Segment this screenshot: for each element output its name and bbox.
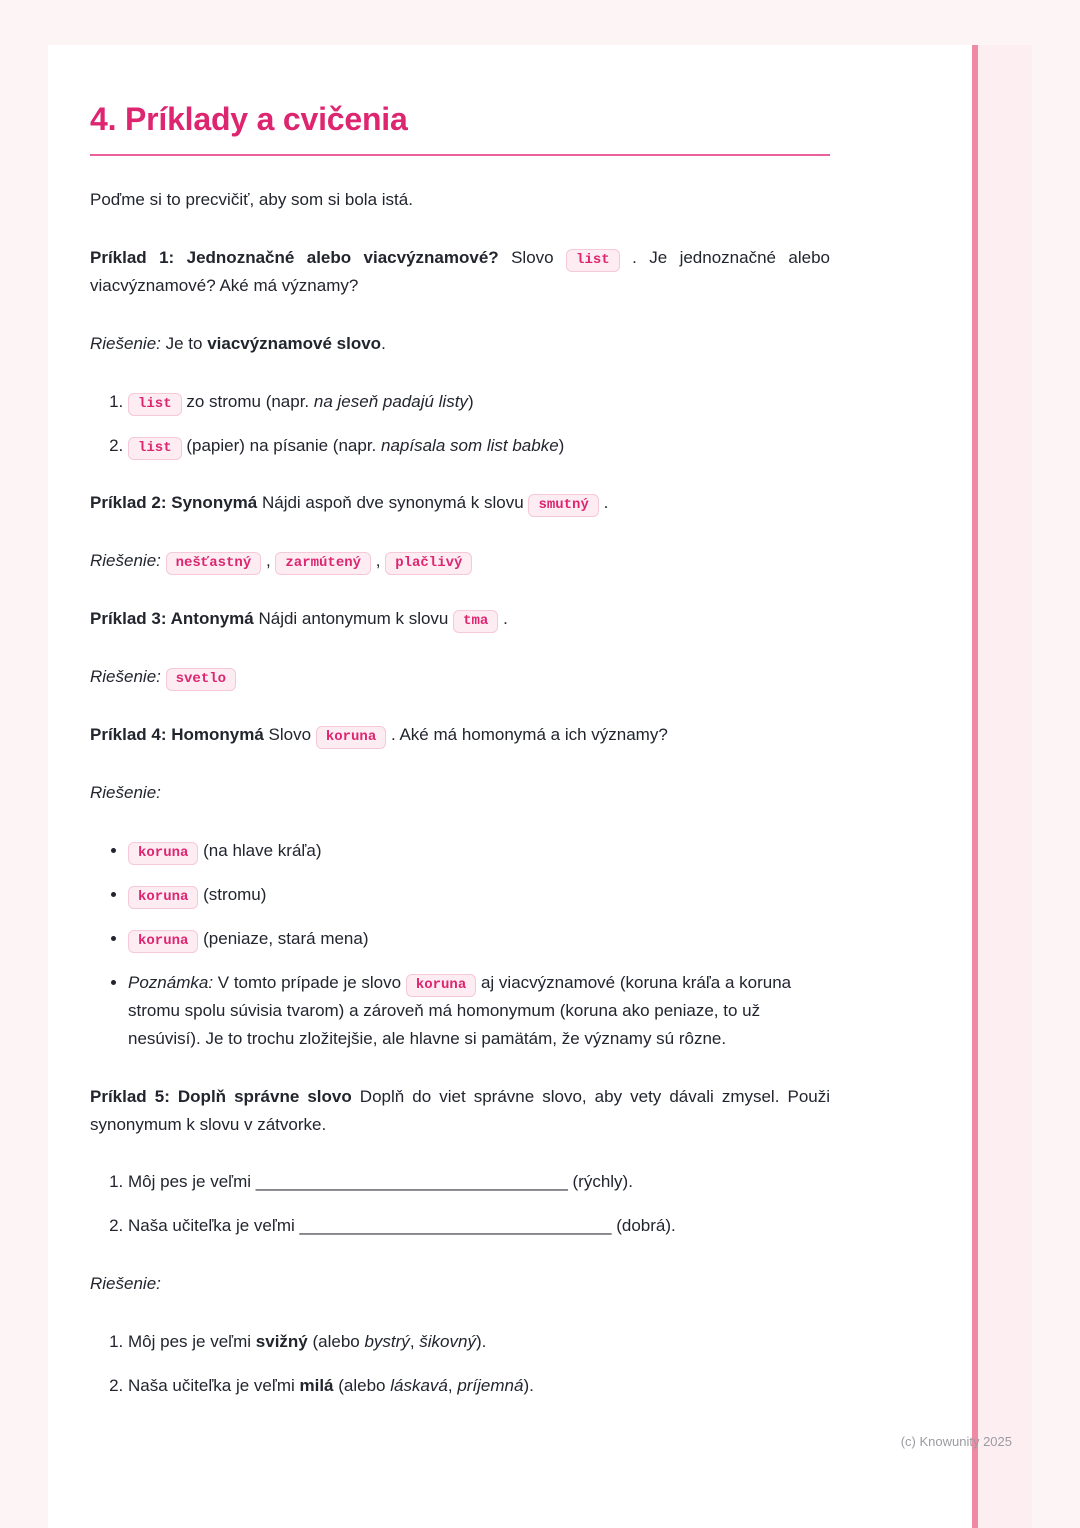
bold-text: Príklad 5: Doplň správne slovo — [90, 1086, 352, 1106]
text-run: (na hlave kráľa) — [198, 841, 322, 861]
code-chip: koruna — [128, 842, 198, 865]
paragraph — [90, 186, 830, 214]
list-item — [128, 432, 830, 460]
paragraph — [90, 330, 830, 358]
text-run: , — [371, 551, 386, 571]
paragraph — [90, 605, 830, 633]
text-run — [161, 551, 166, 570]
text-run: ). — [475, 1332, 487, 1352]
code-chip: koruna — [406, 974, 476, 997]
bold-text: Príklad 3: Antonymá — [90, 609, 254, 629]
list-item — [128, 388, 830, 416]
paragraph — [90, 663, 830, 691]
document-content — [48, 45, 830, 1400]
list-item — [128, 881, 830, 909]
ordered-list — [90, 1168, 830, 1240]
code-chip: nešťastný — [166, 552, 262, 575]
code-chip: plačlivý — [385, 552, 472, 575]
text-run: Poďme si to precvičiť, aby som si bola istá. — [90, 190, 413, 209]
text-run: . Aké má homonymá a ich významy? — [386, 725, 668, 745]
italic-text: napísala som list babke — [381, 435, 559, 455]
text-run: Slovo — [263, 725, 316, 745]
text-run: ) — [558, 435, 565, 455]
text-run: (peniaze, stará mena) — [198, 929, 369, 949]
code-chip: list — [128, 437, 182, 460]
code-chip: smutný — [528, 494, 598, 517]
italic-text: Riešenie: — [90, 333, 161, 353]
text-run: Naša učiteľka je veľmi — [128, 1375, 300, 1395]
code-chip: list — [128, 393, 182, 416]
code-chip: tma — [453, 610, 498, 633]
text-run: (alebo — [307, 1332, 365, 1352]
ordered-list — [90, 1328, 830, 1400]
code-chip: zarmútený — [275, 552, 371, 575]
code-chip: svetlo — [166, 668, 236, 691]
code-chip: koruna — [128, 886, 198, 909]
code-chip: koruna — [128, 930, 198, 953]
text-run: Doplň do viet správne slovo, aby vety dávali zmysel. Použi synonymum k slovu v zátvorke. — [90, 1086, 830, 1134]
list-item — [128, 837, 830, 865]
italic-text: bystrý — [364, 1332, 410, 1352]
paragraph — [90, 1270, 830, 1298]
paragraph — [90, 244, 830, 300]
italic-text: láskavá — [390, 1375, 448, 1395]
text-run: , — [409, 1332, 420, 1352]
text-run: Nájdi antonymum k slovu — [253, 609, 454, 629]
paragraph — [90, 779, 830, 807]
paragraph — [90, 489, 830, 517]
text-run: . Je jednoznačné alebo viacvýznamové? Aké má významy? — [90, 247, 830, 295]
title-divider — [90, 154, 830, 156]
list-item — [128, 925, 830, 953]
text-run: Je to — [160, 333, 208, 353]
bold-text: Príklad 4: Homonymá — [90, 725, 264, 745]
page-card — [48, 45, 1032, 1528]
paragraph — [90, 1083, 830, 1139]
page-title: 4. Príklady a cvičenia — [90, 101, 408, 137]
ordered-list — [90, 388, 830, 460]
bold-text: Príklad 1: Jednoznačné alebo viacvýznamové? — [90, 247, 499, 267]
text-run: ). — [523, 1375, 534, 1395]
list-item — [128, 1328, 830, 1356]
italic-text: šikovný — [419, 1332, 476, 1352]
italic-text: Riešenie: — [90, 551, 161, 571]
italic-text: na jeseň padajú listy — [313, 391, 468, 411]
text-run: Naša učiteľka je veľmi _________________________________ (dobrá). — [128, 1216, 676, 1236]
text-run: (alebo — [333, 1375, 391, 1395]
list-item — [128, 1212, 830, 1240]
text-run: , — [447, 1375, 458, 1395]
bold-text: milá — [299, 1375, 334, 1395]
italic-text: Riešenie: — [90, 1274, 161, 1294]
text-run: zo stromu (napr. — [181, 391, 314, 411]
italic-text: príjemná — [457, 1375, 524, 1395]
text-run: . — [381, 333, 386, 353]
text-run: . — [498, 609, 508, 629]
italic-text: Riešenie: — [90, 783, 161, 803]
code-chip: koruna — [316, 726, 386, 749]
paragraph — [90, 547, 830, 575]
bullet-list — [90, 837, 830, 1053]
list-item — [128, 1168, 830, 1196]
text-run: Môj pes je veľmi _________________________________ (rýchly). — [128, 1172, 633, 1192]
paragraph — [90, 721, 830, 749]
list-item — [128, 969, 830, 1053]
text-run: V tomto prípade je slovo — [213, 972, 406, 992]
code-chip: list — [566, 249, 620, 272]
text-run — [161, 667, 166, 686]
text-run: Nájdi aspoň dve synonymá k slovu — [257, 493, 529, 513]
bold-text: svižný — [255, 1332, 308, 1352]
text-run: , — [261, 551, 276, 571]
text-run: Slovo — [498, 247, 567, 267]
blocks-container — [90, 186, 830, 1400]
text-run: (papier) na písanie (napr. — [181, 435, 382, 455]
italic-text: Poznámka: — [128, 972, 214, 992]
text-run: (stromu) — [198, 885, 267, 905]
list-item — [128, 1372, 830, 1400]
text-run: Môj pes je veľmi — [128, 1332, 256, 1352]
right-margin-band — [978, 45, 1032, 1528]
italic-text: Riešenie: — [90, 667, 161, 687]
bold-text: Príklad 2: Synonymá — [90, 493, 258, 513]
copyright-notice: (c) Knowunity 2025 — [900, 1434, 1012, 1449]
text-run: aj viacvýznamové (koruna kráľa a koruna stromu spolu súvisia tvarom) a zároveň má homonymum (koruna ako peniaze, to už nesúvisí). Je to trochu zložitejšie, ale hlavne si pamätám, že významy sú rôzne. — [128, 972, 792, 1048]
bold-text: viacvýznamové slovo — [207, 333, 382, 353]
text-run: ) — [467, 391, 474, 411]
text-run: . — [598, 493, 609, 513]
